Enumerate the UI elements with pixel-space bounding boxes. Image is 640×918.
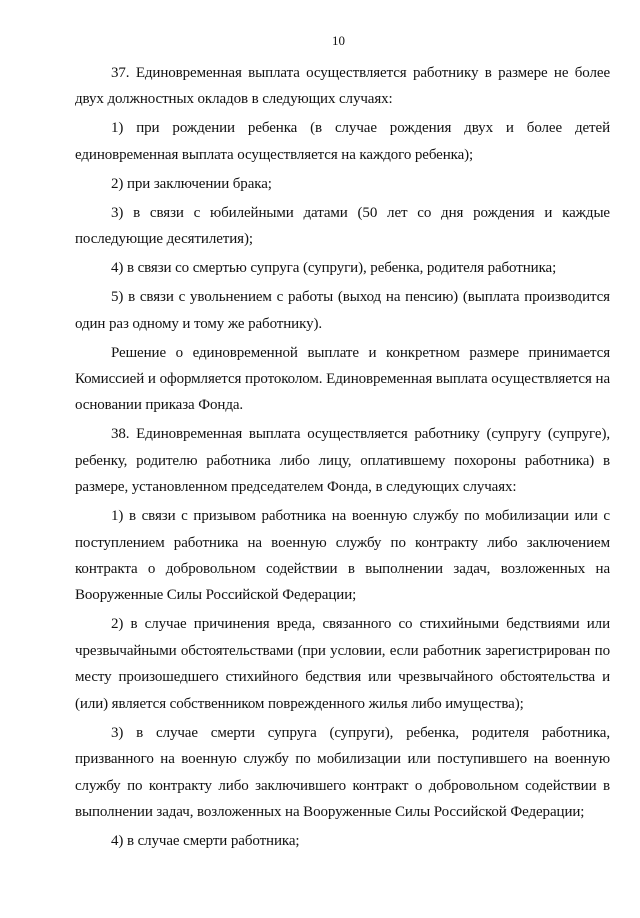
paragraph-37-item-2: 2) при заключении брака; (111, 175, 272, 192)
paragraph-38-item-2: 2) в случае причинения вреда, связанного со стихийными бедствиями или чрезвычайными обстоятельствами (при условии, если работник зарегистрирован по месту произошедшего стихийного бедствия или чрезвычайного обстоятельства и (или) является собственником поврежденного жилья либо имущества); (75, 616, 610, 712)
paragraph-38-item-1: 1) в связи с призывом работника на военную службу по мобилизации или с поступлением работника на военную службу по контракту либо заключением контракта о добровольном содействии в выполнении задач, возложенных на Вооруженные Силы Российской Федерации; (75, 508, 610, 604)
paragraph-37-item-4: 4) в связи со смертью супруга (супруги), ребенка, родителя работника; (111, 260, 557, 277)
paragraph-37-item-5: 5) в связи с увольнением с работы (выход на пенсию) (выплата производится один раз одному и тому же работнику). (75, 289, 610, 332)
paragraph-37-decision: Решение о единовременной выплате и конкретном размере принимается Комиссией и оформляется протоколом. Единовременная выплата осуществляется на основании приказа Фонда. (75, 344, 610, 414)
paragraph-38-item-4: 4) в случае смерти работника; (111, 832, 300, 849)
paragraph-38: 38. Единовременная выплата осуществляется работнику (супругу (супруге), ребенку, родителю работника либо лицу, оплатившему похороны работника) в размере, установленном председателем Фонда, в следующих случаях: (75, 426, 610, 496)
paragraph-37-item-1: 1) при рождении ребенка (в случае рождения двух и более детей единовременная выплата осуществляется на каждого ребенка); (75, 120, 610, 163)
page-number: 10 (332, 33, 345, 48)
paragraph-37-item-3: 3) в связи с юбилейными датами (50 лет со дня рождения и каждые последующие десятилетия); (75, 204, 610, 248)
paragraph-37: 37. Единовременная выплата осуществляется работнику в размере не более двух должностных окладов в следующих случаях: (75, 65, 610, 108)
paragraph-38-item-3: 3) в случае смерти супруга (супруги), ребенка, родителя работника, призванного на военную службу по мобилизации или поступившего на военную службу по контракту либо заключившего контракт о добровольном содействии в выполнении задач, возложенных на Вооруженные Силы Российской Федерации; (75, 724, 610, 820)
